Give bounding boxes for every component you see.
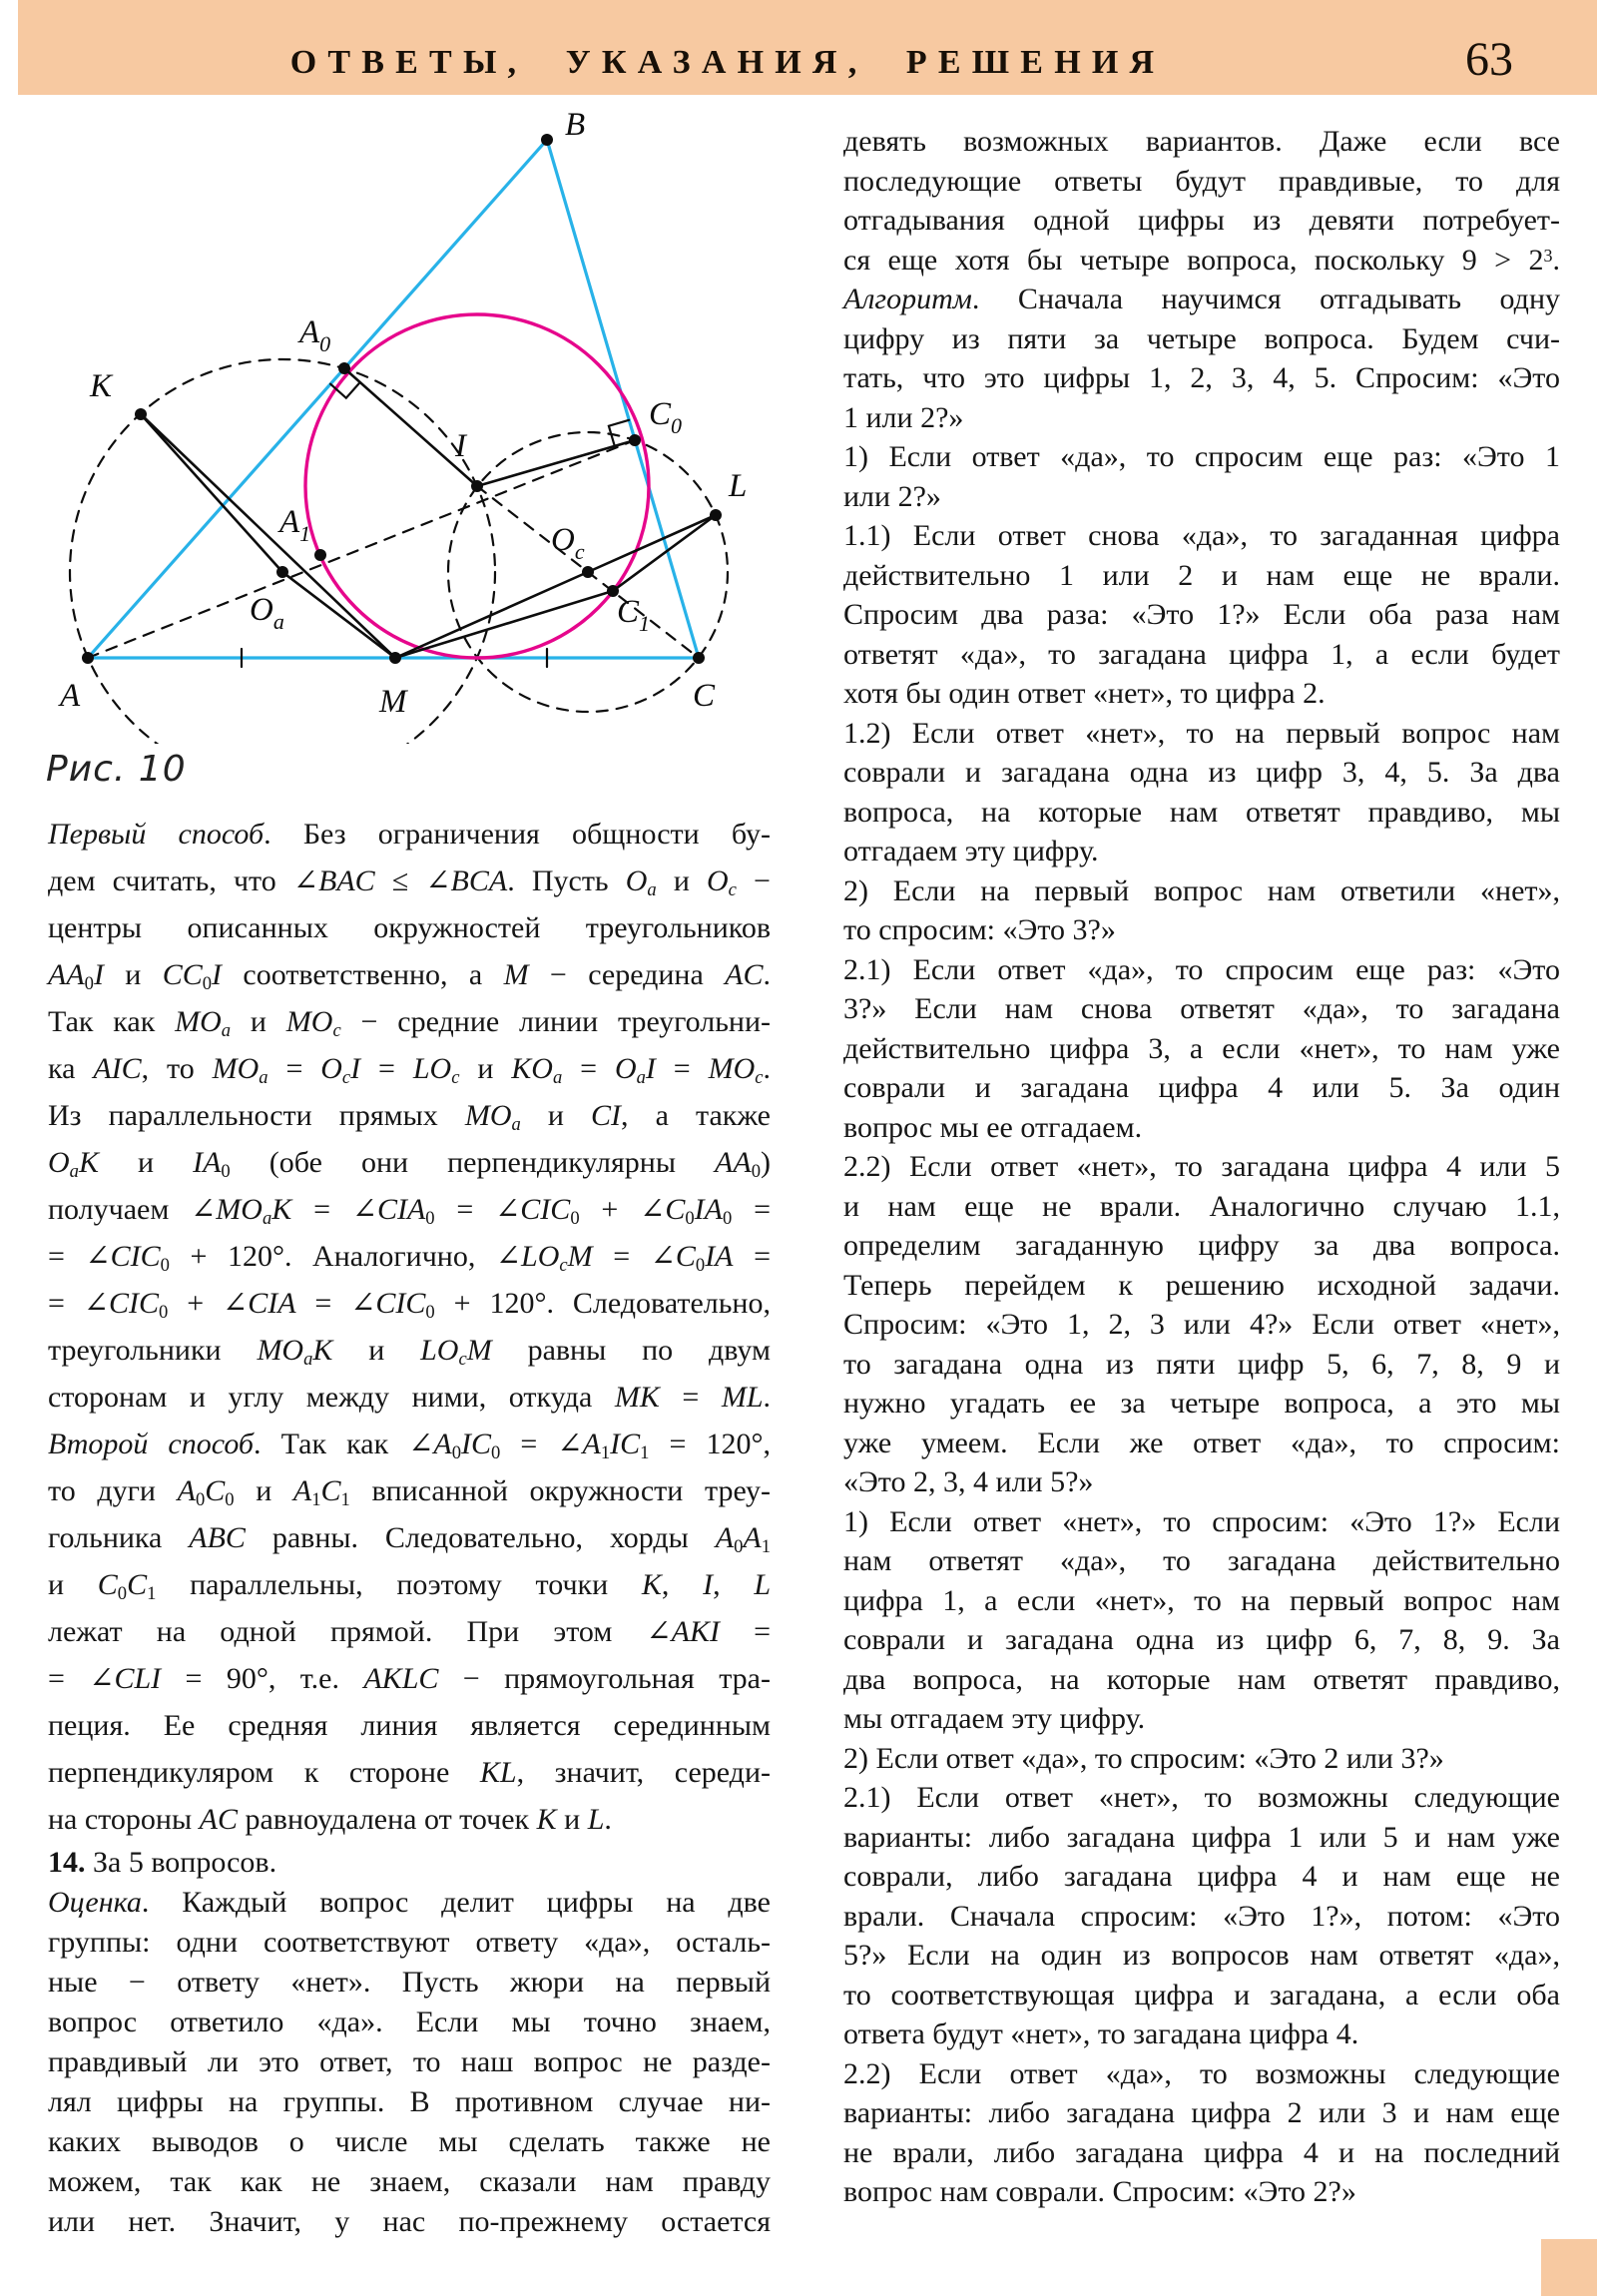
page-number: 63	[1465, 33, 1513, 86]
text-line: соврали, либо загадана цифра 4 и нам еще не	[843, 1860, 1560, 1893]
text-line: два вопроса, на которые нам ответят правдиво,	[843, 1662, 1560, 1696]
text-line: пеция. Ее средняя линия является серединным	[48, 1709, 771, 1742]
point-label-m: M	[379, 684, 407, 720]
text-line: лял цифры на группы. В противном случае ни-	[48, 2085, 771, 2118]
figure-caption: Рис. 10	[46, 749, 187, 790]
text-line: и $C_0C_1$ параллельны, поэтому точки K, I, L	[48, 1568, 772, 1605]
text-line: 3?» Если нам снова ответят «да», то загадана	[843, 992, 1560, 1025]
point-label-c1: $C_1$	[617, 594, 651, 636]
text-line: ные − ответу «нет». Пусть жюри на первый	[48, 1966, 771, 1999]
text-line: то соответствующая цифра и загадана, а если оба	[843, 1978, 1560, 2011]
text-line: 1) Если ответ «да», то спросим еще раз: «Это 1	[843, 440, 1560, 473]
text-line: 5?» Если на один из вопросов нам ответят «да»,	[843, 1939, 1560, 1972]
point-label-b: B	[565, 107, 586, 143]
text-line: 1.1) Если ответ снова «да», то загаданная цифра	[843, 519, 1560, 552]
text-line: последующие ответы будут правдивые, то для	[843, 164, 1560, 198]
text-line: $O_aK$ и $IA_0$ (обе они перпендикулярны $AA_0$)	[48, 1146, 771, 1183]
text-line: девять возможных вариантов. Даже если все	[843, 125, 1560, 158]
text-line: вопрос ответило «да». Если мы точно знаем,	[48, 2006, 771, 2038]
text-line: перпендикуляром к стороне KL, значит, середи-	[48, 1756, 771, 1789]
triangle-abc	[88, 140, 699, 658]
text-line: или 2?»	[843, 479, 941, 513]
text-line: уже умеем. Если же ответ «да», то спросим:	[843, 1426, 1560, 1459]
text-line: не врали, либо загадана цифра 4 и на последний	[843, 2135, 1560, 2169]
point-label-l: L	[729, 468, 748, 504]
text-line: 2) Если на первый вопрос нам ответили «нет»,	[843, 873, 1560, 907]
text-line: Так как $MO_a$ и $MO_c$ − средние линии треугольни-	[48, 1005, 771, 1042]
text-line: гольника ABC равны. Следовательно, хорды $A_0A_1$	[48, 1521, 771, 1558]
header-band	[18, 0, 1597, 95]
text-line: врали. Сначала спросим: «Это 1?», потом: «Это	[843, 1899, 1560, 1933]
point-label-a0: $A_0$	[299, 314, 331, 356]
text-line: правдивый ли это ответ, то наш вопрос не разде-	[48, 2045, 771, 2078]
text-line: сторонам и углу между ними, откуда MK = ML.	[48, 1381, 772, 1414]
text-line: нужно угадать ее за четыре вопроса, а это мы	[843, 1387, 1560, 1420]
text-line: отгадывания одной цифры из девяти потребует-	[843, 204, 1560, 237]
text-line: 1 или 2?»	[843, 400, 964, 434]
text-line: 1) Если ответ «нет», то спросим: «Это 1?» Если	[843, 1504, 1560, 1538]
text-line: 2.2) Если ответ «да», то возможны следующие	[843, 2056, 1560, 2090]
text-line: ответят «да», то загадана цифра 1, а если будет	[843, 637, 1560, 671]
text-line: получаем $\angle MO_aK$ = $\angle CIA_0$ = $\angle CIC_0$ + $\angle C_0IA_0$ =	[48, 1193, 771, 1230]
text-line: дем считать, что ∠BAC ≤ ∠BCA. Пусть $O_a$ и $O_c$ −	[48, 864, 771, 901]
text-line: = ∠CLI = 90°, т.е. AKLC − прямоугольная тра-	[48, 1662, 771, 1695]
text-line: соврали и загадана одна из цифр 3, 4, 5. За два	[843, 756, 1560, 789]
text-line: 1.2) Если ответ «нет», то на первый вопрос нам	[843, 716, 1560, 750]
text-line: вопроса, на которые нам ответят правдиво, мы	[843, 795, 1560, 829]
text-line: тать, что это цифры 1, 2, 3, 4, 5. Спросим: «Это	[843, 361, 1560, 394]
text-line: цифра 1, а если «нет», то на первый вопрос нам	[843, 1583, 1560, 1617]
text-line: Первый способ. Без ограничения общности бу-	[48, 818, 771, 851]
left-column	[48, 811, 771, 2242]
text-line: «Это 2, 3, 4 или 5?»	[843, 1465, 1094, 1498]
text-line: Теперь перейдем к решению исходной задачи.	[843, 1268, 1560, 1302]
text-line: ка AIC, то $MO_a = O_cI = LO_c$ и $KO_a = O_aI = MO_c$.	[48, 1052, 771, 1089]
corner-ornament	[1541, 2239, 1597, 2296]
text-line: действительно цифра 3, а если «нет», то нам уже	[843, 1031, 1560, 1065]
text-line: варианты: либо загадана цифра 1 или 5 и нам уже	[843, 1820, 1560, 1854]
text-line: 14. За 5 вопросов.	[48, 1846, 277, 1879]
text-line: хотя бы один ответ «нет», то цифра 2.	[843, 677, 1326, 710]
text-line: и нам еще не врали. Аналогично случаю 1.1,	[843, 1189, 1560, 1223]
problem-14-block	[48, 1843, 771, 2242]
point-label-i: I	[455, 428, 466, 464]
text-line: треугольники $MO_aK$ и $LO_cM$ равны по двум	[48, 1334, 771, 1371]
point-label-a: A	[60, 678, 81, 714]
point-label-a1: $A_1$	[279, 504, 311, 546]
text-line: ся еще хотя бы четыре вопроса, поскольку $9 > 2^3$.	[843, 243, 1560, 277]
point-label-k: K	[90, 368, 113, 404]
text-line: 2) Если ответ «да», то спросим: «Это 2 или 3?»	[843, 1741, 1444, 1775]
text-line: действительно 1 или 2 и нам еще не врали.	[843, 558, 1560, 592]
text-line: = $\angle CIC_0 + 120^\circ$. Аналогично, $\angle LO_cM$ = $\angle C_0IA$ =	[48, 1240, 772, 1277]
point-label-oa: $O_a$	[250, 592, 284, 634]
text-line: = $\angle CIC_0$ + ∠CIA = $\angle CIC_0 + 120^\circ$. Следовательно,	[48, 1287, 771, 1324]
page-header-title: ОТВЕТЫ, УКАЗАНИЯ, РЕШЕНИЯ	[289, 44, 1166, 81]
text-line: Алгоритм. Сначала научимся отгадывать одну	[843, 283, 1560, 315]
text-line: $AA_0I$ и $CC_0I$ соответственно, а M − середина AC.	[48, 958, 772, 995]
text-line: вопрос нам соврали. Спросим: «Это 2?»	[843, 2175, 1356, 2208]
text-line: варианты: либо загадана цифра 2 или 3 и нам еще	[843, 2096, 1560, 2129]
point-label-c: C	[693, 678, 716, 714]
point-label-c0: $C_0$	[649, 396, 683, 438]
text-line: группы: одни соответствуют ответу «да», осталь-	[48, 1926, 771, 1959]
text-line: Оценка. Каждый вопрос делит цифры на две	[48, 1886, 771, 1919]
text-line: 2.2) Если ответ «нет», то загадана цифра 4 или 5	[843, 1150, 1560, 1183]
text-line: соврали и загадана одна из цифр 6, 7, 8, 9. За	[843, 1623, 1560, 1656]
text-line: отгадаем эту цифру.	[843, 835, 1099, 867]
geometry-figure	[30, 105, 798, 744]
text-line: Спросим: «Это 1, 2, 3 или 4?» Если ответ «нет»,	[843, 1308, 1560, 1341]
text-line: мы отгадаем эту цифру.	[843, 1702, 1146, 1735]
text-line: Спросим два раза: «Это 1?» Если оба раза нам	[843, 598, 1560, 631]
text-line: то дуги $A_0C_0$ и $A_1C_1$ вписанной окружности треу-	[48, 1474, 772, 1511]
right-angle-marks	[330, 382, 629, 446]
text-line: определим загаданную цифру за два вопроса.	[843, 1229, 1560, 1262]
point-label-oc: $O_c$	[551, 522, 585, 564]
text-line: цифру из пяти за четыре вопроса. Будем счи-	[843, 321, 1560, 355]
text-line: то спросим: «Это 3?»	[843, 913, 1116, 946]
text-line: Второй способ. Так как $\angle A_0IC_0$ = $\angle A_1IC_1 = 120^\circ$,	[48, 1428, 772, 1464]
text-line: каких выводов о числе мы сделать также не	[48, 2125, 771, 2158]
text-line: или нет. Значит, у нас по-прежнему остается	[48, 2205, 771, 2238]
text-line: можем, так как не знаем, сказали нам правду	[48, 2165, 771, 2198]
text-line: лежат на одной прямой. При этом ∠AKI =	[48, 1615, 772, 1648]
text-line: центры описанных окружностей треугольников	[48, 911, 771, 944]
right-column	[843, 122, 1560, 2212]
text-line: то загадана одна из пяти цифр 5, 6, 7, 8, 9 и	[843, 1347, 1560, 1381]
text-line: 2.1) Если ответ «да», то спросим еще раз: «Это	[843, 952, 1560, 986]
text-line: вопрос мы ее отгадаем.	[843, 1110, 1143, 1144]
solution-block	[48, 811, 771, 1843]
text-line: 2.1) Если ответ «нет», то возможны следующие	[843, 1781, 1560, 1814]
text-line: Из параллельности прямых $MO_a$ и CI, а также	[48, 1099, 771, 1136]
text-line: соврали и загадана цифра 4 или 5. За один	[843, 1071, 1560, 1104]
text-line: на стороны AC равноудалена от точек K и L.	[48, 1803, 612, 1836]
text-line: нам ответят «да», то загадана действительно	[843, 1544, 1560, 1577]
text-line: ответа будут «нет», то загадана цифра 4.	[843, 2017, 1359, 2050]
